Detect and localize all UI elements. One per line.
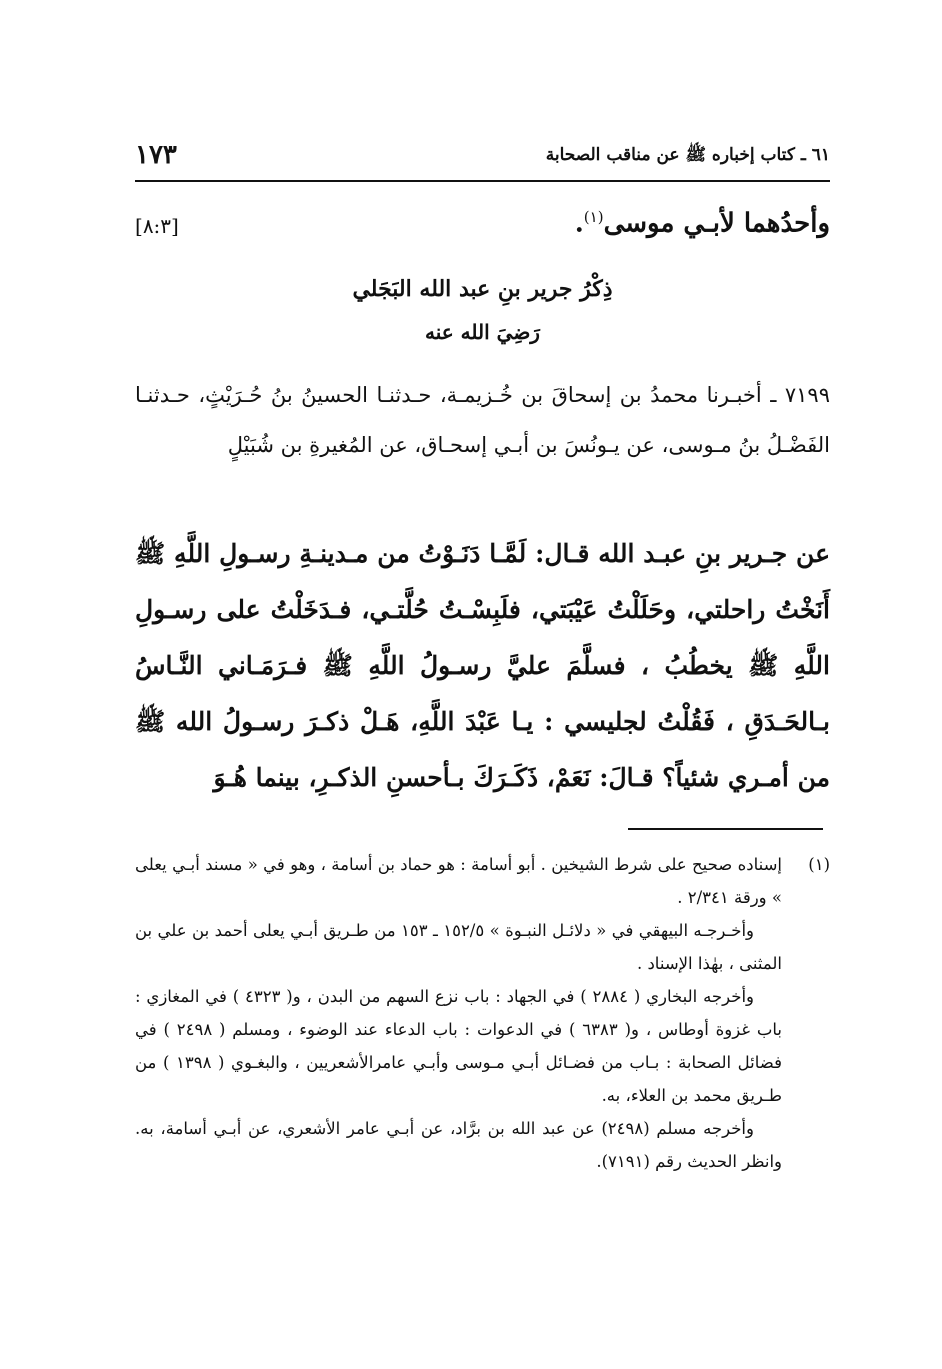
lead-line bbox=[135, 208, 830, 248]
footnote-body bbox=[135, 848, 782, 1178]
section-subtitle: رَضِيَ الله عنه bbox=[425, 320, 540, 344]
section-title: ذِكْرُ جرير بنِ عبد الله البَجَلي bbox=[352, 276, 613, 302]
hadith-isnad: ٧١٩٩ ـ أخبـرنا محمدُ بن إسحاقَ بن خُـزيمـة، حـدثنـا الحسينُ بنُ حُـرَيْثٍ، حـدثنـا الفَضْـلُ بنُ مـوسى، عن يـونُسَ بن أبـي إسحـاق، عن المُغيرةِ بن شُبَيْلٍ bbox=[135, 383, 830, 457]
page-number: ١٧٣ bbox=[135, 140, 177, 170]
footnote-paragraph: إسناده صحيح على شرط الشيخين . أبو أسامة : هو حماد بن أسامة ، وهو في « مسند أبـي يعلى » ورقة ٢/٣٤١ . bbox=[135, 855, 782, 907]
footnote-paragraph: وأخـرجـه البيهقي في « دلائـل النبـوة » ١٥٢/٥ ـ ١٥٣ من طـريق أبـي يعلى أحمد بن علي بن المثنى ، بهٰذا الإسناد . bbox=[135, 921, 782, 973]
hadith-reference: [٨:٣] bbox=[135, 214, 179, 238]
footnote-marker: (١) bbox=[583, 208, 604, 226]
footnote-separator bbox=[628, 828, 823, 830]
running-title: ٦١ ـ كتاب إخباره ﷺ عن مناقب الصحابة bbox=[545, 145, 830, 165]
footnotes bbox=[135, 848, 830, 1178]
page-header bbox=[135, 140, 830, 182]
lead-text: وأحدُهما لأبـي موسى$^{(١)}$. bbox=[574, 208, 830, 239]
footnote-number: (١) bbox=[808, 855, 830, 874]
footnote-paragraph: وأخرجه البخاري ( ٢٨٨٤ ) في الجهاد : باب نزع السهم من البدن ، و( ٤٣٢٣ ) في المغازي : باب غزوة أوطاس ، و( ٦٣٨٣ ) في الدعوات : باب الدعاء عند الوضوء ، ومسلم ( ٢٤٩٨ ) في فضائل الصحابة : بـاب من فضـائل أبـي مـوسى وأبـي عامرالأشعريين ، والبغـوي ( ١٣٩٨ ) من طـريق محمد بن العلاء، به. bbox=[135, 987, 782, 1105]
footnote bbox=[135, 848, 830, 1178]
hadith-matn: عن جـرير بنِ عبـد الله قـال: لَمَّـا دَنَـوْتُ من مـدينـةِ رسـولِ اللَّهِ ﷺ أَنَخْتُ راحلتي، وحَلَلْتُ عَيْبَتي، فلَبِسْـتُ حُلَّتـي، فـدَخَلْتُ على رسـولِ اللَّهِ ﷺ يخطُبُ ، فسلَّمَ عليَّ رسـولُ اللَّهِ ﷺ فـرَمَـاني النَّـاسُ بـالحَـدَقِ ، فَقُلْتُ لجليسي : يـا عَبْدَ اللَّهِ، هَـلْ ذكـرَ رسـولُ الله ﷺ من أمـري شئياً؟ قـالَ: نَعَمْ، ذَكَـرَكَ بـأحسنِ الذكـرِ، بينما هُـوَ bbox=[135, 539, 830, 792]
footnote-paragraph: وأخرجه مسلم (٢٤٩٨) عن عبد الله بن برَّاد، عن أبـي عامر الأشعري، عن أبـي أسامة، به. وانظر الحديث رقم (٧١٩١). bbox=[135, 1119, 782, 1171]
